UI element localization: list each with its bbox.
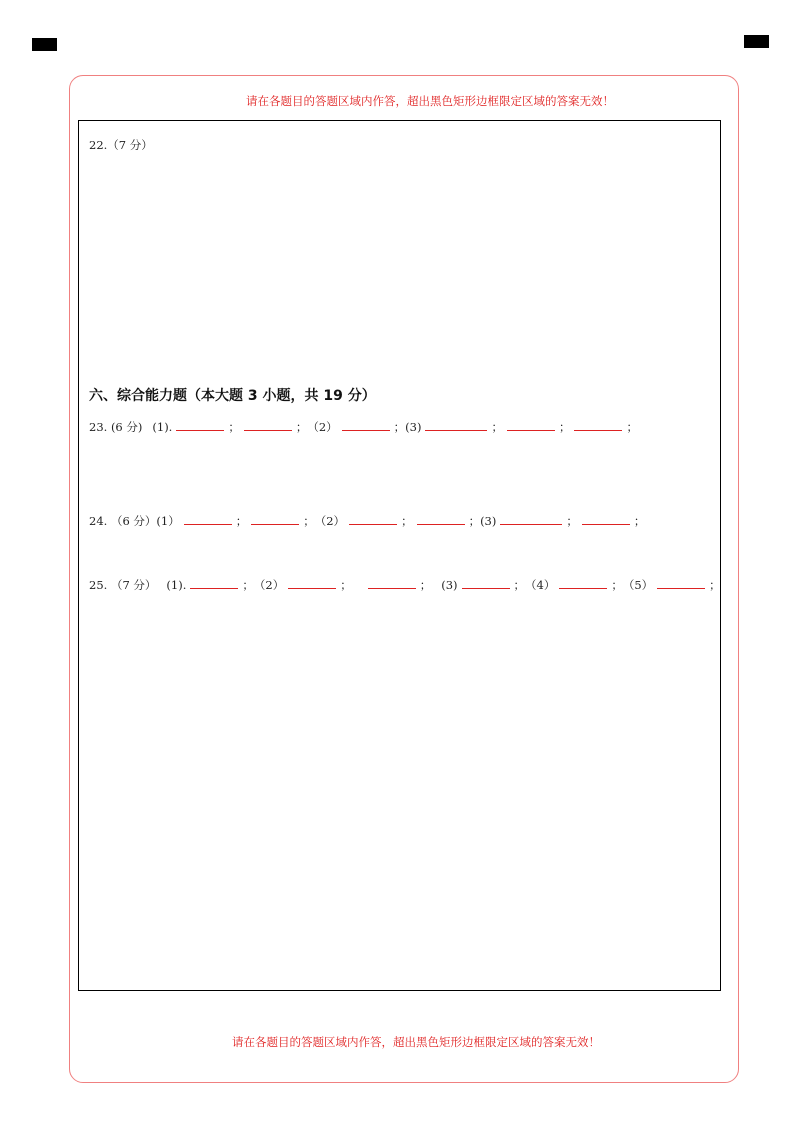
answer-blank[interactable] [190, 587, 238, 589]
question-25-row [89, 577, 721, 593]
question-24-row [89, 513, 645, 529]
question-22-label: 22.（7 分） [89, 138, 153, 152]
question-23-part-2: （2） [307, 420, 338, 434]
answer-blank[interactable] [462, 587, 510, 589]
answer-blank[interactable] [657, 587, 705, 589]
question-23-label: 23. (6 分) [89, 420, 143, 434]
separator: ； [611, 578, 623, 592]
separator: ； [419, 578, 432, 592]
question-24-part-1: (1） [156, 514, 180, 528]
separator: ； [626, 420, 638, 434]
answer-blank[interactable] [559, 587, 607, 589]
separator: ； [228, 420, 240, 434]
separator: ； [513, 578, 525, 592]
answer-blank[interactable] [184, 523, 232, 525]
header-warning: 请在各题目的答题区域内作答，超出黑色矩形边框限定区域的答案无效！ [246, 94, 614, 108]
answer-blank[interactable] [251, 523, 299, 525]
section-title: 六、综合能力题（本大题 3 小题，共 19 分） [89, 388, 376, 404]
answer-region [78, 120, 721, 991]
answer-blank[interactable] [176, 429, 224, 431]
separator: ； [235, 514, 248, 528]
separator: ； [558, 420, 571, 434]
separator: ； [242, 578, 254, 592]
separator: ； [709, 578, 721, 592]
separator: ； [468, 514, 481, 528]
separator: ； [633, 514, 646, 528]
separator: ； [340, 578, 352, 592]
answer-blank[interactable] [342, 429, 390, 431]
separator: ； [401, 514, 413, 528]
registration-mark-right [744, 35, 769, 48]
question-24-part-3: (3) [480, 514, 497, 528]
answer-blank[interactable] [574, 429, 622, 431]
registration-mark-left [32, 38, 57, 51]
question-23-part-1: (1). [152, 420, 173, 434]
question-25-label: 25. （7 分） [89, 578, 157, 592]
footer-warning: 请在各题目的答题区域内作答，超出黑色矩形边框限定区域的答案无效！ [232, 1035, 600, 1049]
question-25-part-1: (1). [166, 578, 187, 592]
answer-blank[interactable] [417, 523, 465, 525]
answer-blank[interactable] [507, 429, 555, 431]
answer-blank[interactable] [500, 523, 562, 525]
answer-blank[interactable] [244, 429, 292, 431]
question-23-row [89, 419, 638, 435]
answer-blank[interactable] [582, 523, 630, 525]
answer-blank[interactable] [368, 587, 416, 589]
separator: ； [491, 420, 503, 434]
separator: ； [393, 420, 406, 434]
question-25-part-5: （5） [622, 578, 654, 592]
question-23-part-3: (3) [405, 420, 422, 434]
separator: ； [566, 514, 578, 528]
separator: ； [303, 514, 315, 528]
answer-blank[interactable] [349, 523, 397, 525]
question-25-part-2: （2） [253, 578, 285, 592]
answer-blank[interactable] [288, 587, 336, 589]
question-24-label: 24. （6 分） [89, 514, 157, 528]
separator: ； [295, 420, 308, 434]
answer-blank[interactable] [425, 429, 487, 431]
question-24-part-2: （2） [314, 514, 346, 528]
question-25-part-4: （4） [525, 578, 556, 592]
question-25-part-3: (3) [441, 578, 458, 592]
